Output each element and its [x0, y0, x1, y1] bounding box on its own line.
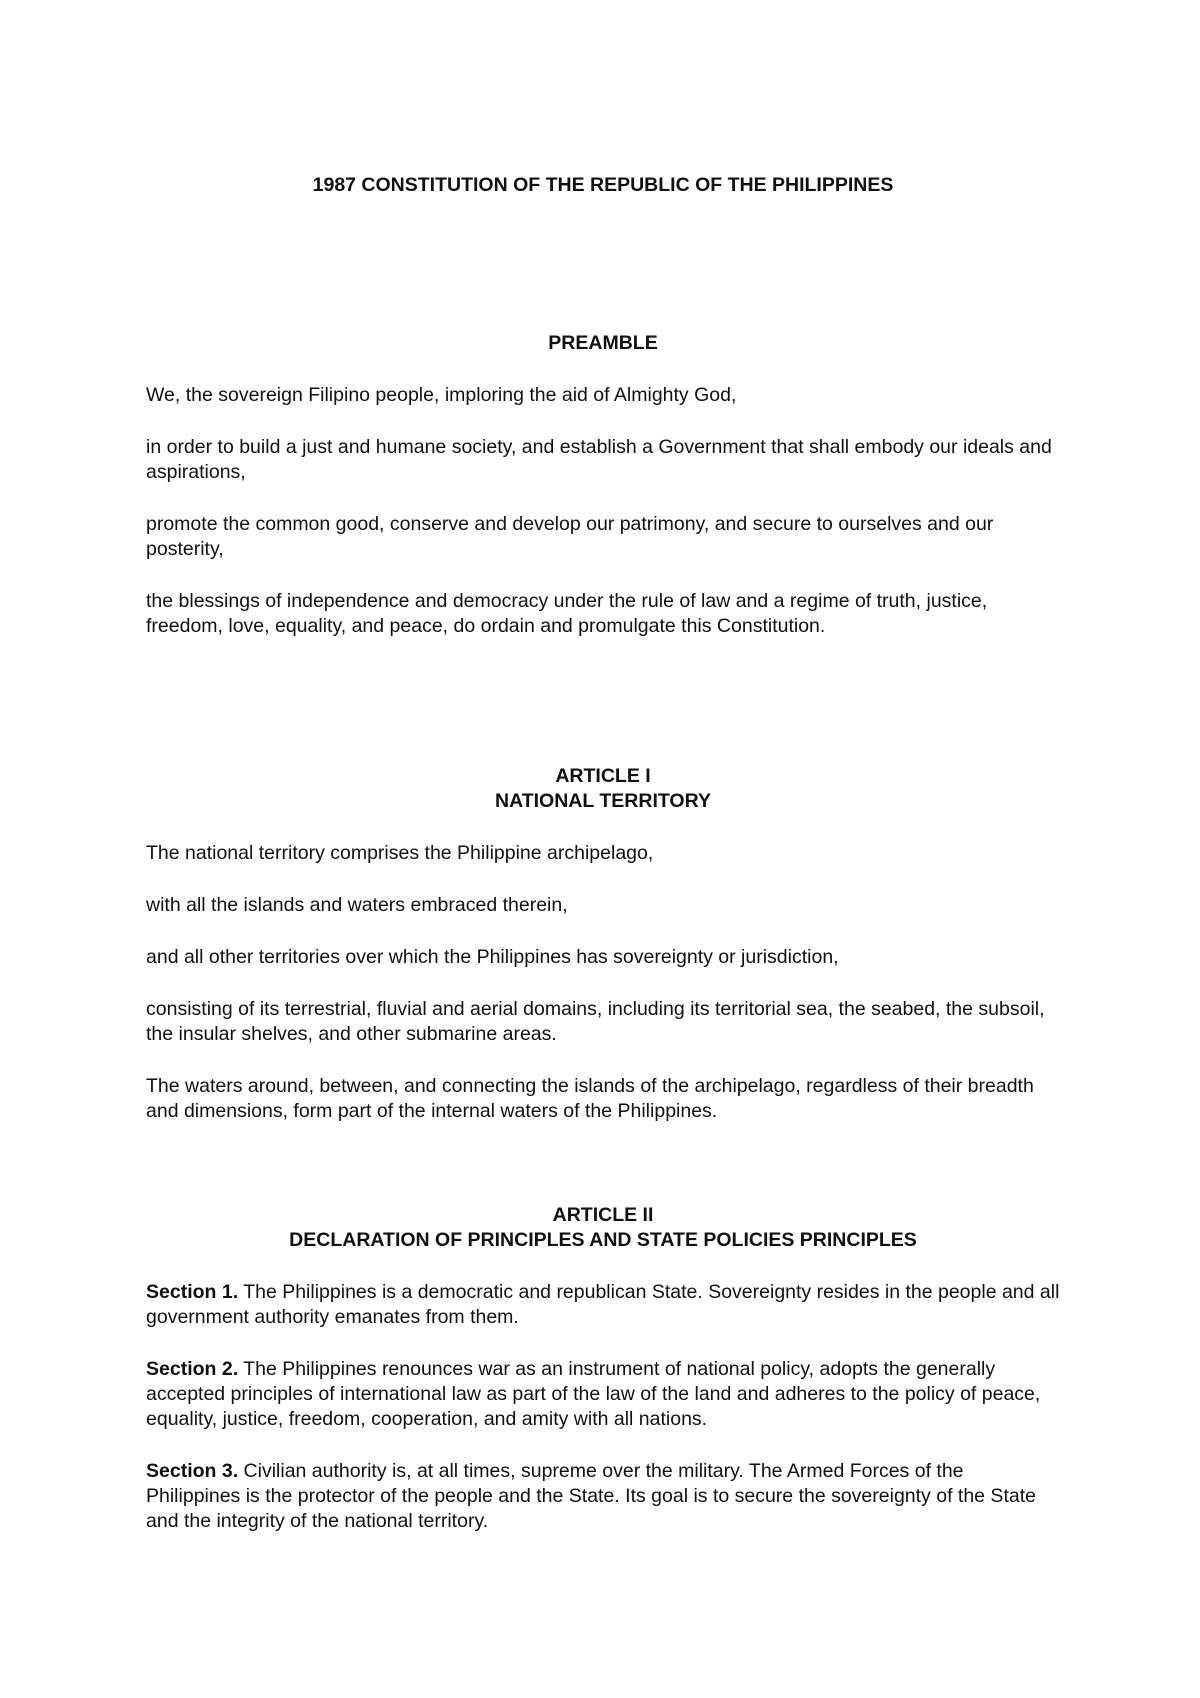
article-1-paragraph: consisting of its terrestrial, fluvial and aerial domains, including its territorial sea, the seabed, the subsoil, the insular shelves, and other submarine areas. — [146, 998, 1045, 1045]
preamble-paragraph: in order to build a just and humane society, and establish a Government that shall embody our ideals and aspirations, — [146, 436, 1052, 483]
article-2-number: ARTICLE II — [552, 1204, 654, 1226]
document-page — [146, 173, 1060, 1534]
section-paragraph — [146, 1459, 1060, 1534]
section-paragraph — [146, 1280, 1060, 1330]
section-text: Civilian authority is, at all times, supreme over the military. The Armed Forces of the Philippines is the protector of the people and the State. Its goal is to secure the sovereignty of the State and the integrity of the national territory. — [146, 1460, 1036, 1532]
section-label: Section 1. — [146, 1281, 239, 1303]
article-1-number: ARTICLE I — [555, 765, 651, 787]
article-1-paragraph: and all other territories over which the Philippines has sovereignty or jurisdiction, — [146, 946, 839, 968]
section-label: Section 3. — [146, 1460, 239, 1482]
section-label: Section 2. — [146, 1358, 239, 1380]
article-2-title: DECLARATION OF PRINCIPLES AND STATE POLICIES PRINCIPLES — [289, 1229, 917, 1251]
article-2-section — [146, 1203, 1060, 1534]
article-1-paragraph: with all the islands and waters embraced therein, — [146, 894, 568, 916]
preamble-paragraph: We, the sovereign Filipino people, imploring the aid of Almighty God, — [146, 384, 737, 406]
preamble-section — [146, 331, 1060, 639]
section-paragraph — [146, 1357, 1060, 1432]
article-1-title: NATIONAL TERRITORY — [495, 790, 711, 812]
article-1-section — [146, 764, 1060, 1124]
preamble-paragraph: promote the common good, conserve and develop our patrimony, and secure to ourselves and our posterity, — [146, 513, 994, 560]
article-1-paragraph: The national territory comprises the Philippine archipelago, — [146, 842, 654, 864]
preamble-heading: PREAMBLE — [548, 332, 658, 354]
preamble-paragraph: the blessings of independence and democracy under the rule of law and a regime of truth, justice, freedom, love, equality, and peace, do ordain and promulgate this Constitution. — [146, 590, 988, 637]
section-text: The Philippines is a democratic and republican State. Sovereignty resides in the people and all government authority emanates from them. — [146, 1281, 1060, 1328]
document-title: 1987 CONSTITUTION OF THE REPUBLIC OF THE PHILIPPINES — [312, 174, 894, 196]
article-1-paragraph: The waters around, between, and connecting the islands of the archipelago, regardless of their breadth and dimensions, form part of the internal waters of the Philippines. — [146, 1075, 1034, 1122]
section-text: The Philippines renounces war as an instrument of national policy, adopts the generally accepted principles of international law as part of the law of the land and adheres to the policy of peace, equality, justice, freedom, cooperation, and amity with all nations. — [146, 1358, 1041, 1430]
